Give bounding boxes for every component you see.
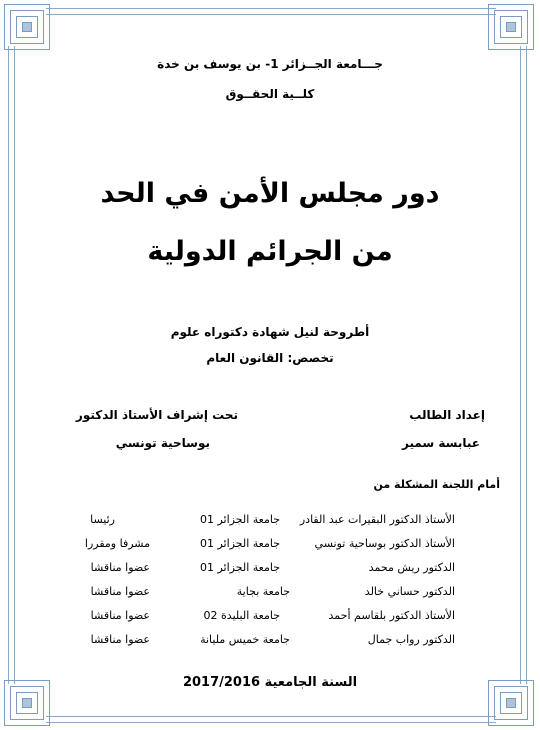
prepared-by-label: إعداد الطالب	[409, 408, 485, 422]
member-name: الأستاذ الدكتور البقيرات عبد القادر	[299, 513, 455, 526]
thesis-title-line-2: من الجرائم الدولية	[147, 236, 393, 267]
specialty: تخصص: القانون العام	[206, 351, 334, 365]
member-institution: جامعة بجاية	[236, 585, 290, 598]
member-institution: جامعة الجزائر 01	[199, 537, 280, 550]
frame-right-outer	[520, 46, 521, 684]
supervisor-name: بوساحية تونسي	[115, 436, 210, 450]
frame-left-inner	[14, 46, 15, 684]
member-role: مشرفا ومقررا	[84, 537, 150, 550]
member-name: الدكتور حساني خالد	[364, 585, 455, 598]
frame-corner-top-left	[4, 4, 50, 50]
member-name: الدكتور رواب جمال	[367, 633, 455, 646]
frame-left-outer	[8, 46, 9, 684]
member-role: عضوا مناقشا	[90, 609, 150, 622]
member-institution: جامعة خميس مليانة	[200, 633, 290, 646]
student-name: عبابسة سمير	[402, 436, 480, 450]
member-role: عضوا مناقشا	[90, 585, 150, 598]
supervision-label: تحت إشراف الأستاذ الدكتور	[75, 408, 238, 422]
thesis-title-line-1: دور مجلس الأمن في الحد	[100, 178, 440, 209]
frame-right-inner	[526, 46, 527, 684]
member-role: رئيسا	[90, 513, 115, 526]
member-role: عضوا مناقشا	[90, 561, 150, 574]
member-institution: جامعة الجزائر 01	[199, 513, 280, 526]
member-institution: جامعة الجزائر 01	[199, 561, 280, 574]
frame-top-outer	[46, 8, 496, 9]
member-role: عضوا مناقشا	[90, 633, 150, 646]
degree-statement: أطروحة لنيل شهادة دكتوراه علوم	[170, 325, 370, 339]
member-name: الدكتور ريش محمد	[368, 561, 455, 574]
frame-bottom-outer	[46, 716, 496, 717]
member-name: الأستاذ الدكتور بوساحية تونسي	[314, 537, 455, 550]
member-institution: جامعة البليدة 02	[203, 609, 280, 622]
frame-top-inner	[46, 14, 496, 15]
frame-bottom-inner	[46, 722, 496, 723]
university-name: جـــامعة الجــزائر 1- بن يوسف بن خدة	[157, 57, 383, 71]
faculty-name: كلــية الحقــوق	[225, 87, 315, 101]
member-name: الأستاذ الدكتور بلقاسم أحمد	[328, 609, 455, 622]
frame-corner-top-right	[488, 4, 534, 50]
committee-heading: أمام اللجنة المشكلة من	[373, 478, 500, 491]
academic-year: السنة الجامعية 2017/2016	[182, 675, 358, 690]
